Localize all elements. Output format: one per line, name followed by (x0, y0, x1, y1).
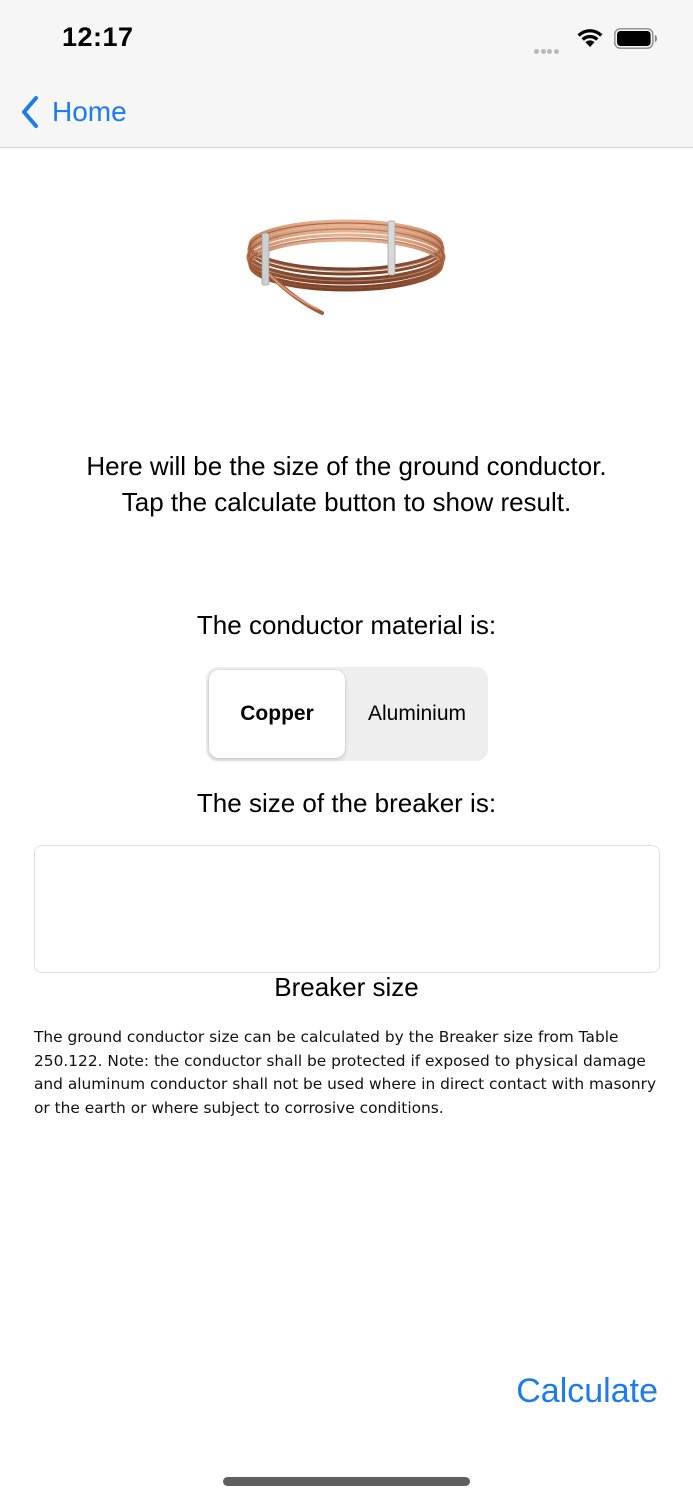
calculate-button[interactable]: Calculate (516, 1372, 658, 1410)
status-bar (0, 0, 693, 76)
segment-aluminium[interactable]: Aluminium (367, 702, 467, 725)
result-text (0, 448, 693, 520)
status-time: 12:17 (62, 22, 134, 52)
breaker-label: The size of the breaker is: (196, 788, 497, 818)
back-button-label: Home (52, 96, 127, 127)
material-label: The conductor material is: (196, 610, 497, 640)
home-indicator (223, 1477, 470, 1486)
breaker-caption: Breaker size (274, 972, 419, 1002)
wifi-icon (576, 26, 604, 48)
material-segmented-control (206, 667, 488, 761)
navigation-bar (0, 76, 693, 148)
result-line-2: Tap the calculate button to show result. (121, 487, 572, 517)
result-line-1: Here will be the size of the ground conductor. (86, 451, 607, 481)
copper-wire-coil-image (240, 205, 450, 320)
chevron-left-icon (20, 95, 40, 129)
note-text: The ground conductor size can be calculated by the Breaker size from Table 250.122. Note: the conductor shall be protected if exposed to physical damage and aluminum conductor shall not be used where in direct contact with masonry or the earth or where subject to corrosive conditions. (34, 1028, 657, 1118)
battery-icon (614, 28, 658, 49)
back-button[interactable] (20, 94, 127, 130)
signal-dots-icon (534, 41, 560, 59)
breaker-size-input[interactable] (34, 845, 660, 973)
segment-copper[interactable]: Copper (209, 670, 345, 758)
